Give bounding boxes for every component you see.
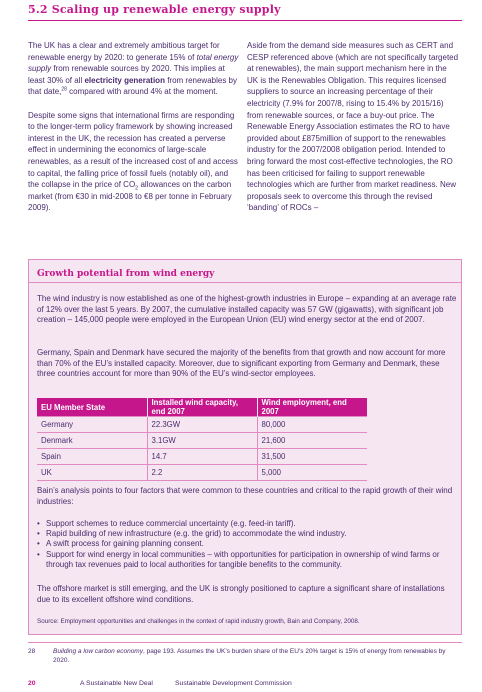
table-cell: 2.2 bbox=[147, 465, 257, 481]
list-item: • Rapid building of new infrastructure (e.g. the grid) to accommodate the wind industry. bbox=[37, 529, 457, 539]
table-row bbox=[37, 417, 367, 433]
table-cell: 21,600 bbox=[257, 433, 367, 449]
table-cell: Denmark bbox=[37, 433, 147, 449]
right-column bbox=[247, 40, 459, 214]
table-cell: 14.7 bbox=[147, 449, 257, 465]
table-cell: UK bbox=[37, 465, 147, 481]
factor-list bbox=[37, 519, 457, 570]
table-cell: 3.1GW bbox=[147, 433, 257, 449]
list-item: • A swift process for gaining planning consent. bbox=[37, 539, 457, 549]
table-cell: 31,500 bbox=[257, 449, 367, 465]
footnote-text: Building a low carbon economy, page 193. Assumes the UK’s burden share of the EU’s 20% target is 15% of energy from renewables by 2020. bbox=[53, 648, 446, 664]
table-row bbox=[37, 449, 367, 465]
box-paragraph-1: The wind industry is now established as one of the highest-growth industries in Europe – expanding at an average rate of 12% over the last 5 years. By 2007, the cumulative installed capacity was 57 GW (gigawatts), with significant job creation – 145,000 people were employed in the European Union (EU) wind energy sector at the end of 2007. bbox=[37, 294, 457, 324]
section-title: 5.2 Scaling up renewable energy supply bbox=[28, 3, 281, 16]
box-paragraph-3: Bain’s analysis points to four factors that were common to these countries and critical to the rapid growth of their wind industries: bbox=[37, 486, 453, 506]
table-cell: Spain bbox=[37, 449, 147, 465]
table-header-capacity: Installed wind capacity, end 2007 bbox=[147, 398, 257, 417]
footer-publication: A Sustainable New Deal bbox=[80, 680, 153, 687]
table-row bbox=[37, 433, 367, 449]
table-cell: 80,000 bbox=[257, 417, 367, 433]
list-item: • Support for wind energy in local communities – with opportunities for participation in ownership of wind farms or through tax revenues paid to local authorities for tangible benefits to the community. bbox=[37, 550, 457, 570]
table-cell: 22.3GW bbox=[147, 417, 257, 433]
left-paragraph-2: Despite some signs that international firms are responding to the longer-term policy framework by showing increased interest in the UK, the recession has created a perverse effect in undermining the economics of large-scale renewables, as a result of the increased cost of and access to capital, the falling price of fossil fuels (notably oil), and the collapse in the price of $CO_2$ allowances on the carbon market (from €30 in mid-2008 to €8 per tonne in February 2009). bbox=[28, 110, 238, 213]
box-source: Source: Employment opportunities and challenges in the context of rapid industry growth, Bain and Company, 2008. bbox=[37, 618, 360, 625]
wind-energy-box bbox=[28, 259, 462, 635]
box-divider bbox=[29, 282, 461, 283]
table-cell: 5,000 bbox=[257, 465, 367, 481]
wind-table bbox=[37, 398, 367, 481]
table-cell: Germany bbox=[37, 417, 147, 433]
page-number: 20 bbox=[28, 680, 36, 687]
footnote-number: 28 bbox=[28, 648, 36, 655]
table-header-state: EU Member State bbox=[37, 398, 147, 417]
table-header-employment: Wind employment, end 2007 bbox=[257, 398, 367, 417]
title-divider bbox=[28, 20, 462, 21]
box-title: Growth potential from wind energy bbox=[37, 269, 215, 279]
table-header-row bbox=[37, 398, 367, 417]
box-paragraph-4: The offshore market is still emerging, and the UK is strongly positioned to capture a significant share of installations due to its excellent offshore wind conditions. bbox=[37, 584, 445, 604]
footnote-divider bbox=[28, 642, 462, 643]
left-paragraph-1: The UK has a clear and extremely ambitious target for renewable energy by 2020: to generate 15% of total energy supply from renewable sources by 2020. This implies at least 30% of all electricity generation from renewables by that date,$^{28}$ compared with around 4% at the moment. bbox=[28, 41, 239, 97]
box-paragraph-2: Germany, Spain and Denmark have secured the majority of the benefits from that growth and now account for more than 70% of the EU’s installed capacity. Moreover, due to significant exporting from Germany and Denmark, these three countries account for more than 90% of the EU’s wind-sector employees. bbox=[37, 348, 446, 378]
left-column bbox=[28, 40, 240, 214]
footnote bbox=[28, 648, 462, 665]
table-row bbox=[37, 465, 367, 481]
footnote-ref-28[interactable]: 28 bbox=[61, 86, 67, 93]
right-paragraph-1: Aside from the demand side measures such as CERT and CESP referenced above (which are not specifically targeted at renewables), the main support mechanism here in the UK is the Renewables Obligation. This requires licensed suppliers to source an increasing percentage of their electricity (7.9% for 2007/8, rising to 15.4% by 2015/16) from renewable sources, or face a buy-out price. The Renewable Energy Association estimates the RO to have provided about £875million of support to the renewables industry for the 2007/2008 obligation period. Intended to bring forward the most cost-effective technologies, the RO has been criticised for failing to support renewable technologies which are further from market readiness. New proposals seek to overcome this through the revised ‘banding’ of ROCs – bbox=[247, 41, 459, 213]
list-item: • Support schemes to reduce commercial uncertainty (e.g. feed-in tariff). bbox=[37, 519, 457, 529]
footer-organisation: Sustainable Development Commission bbox=[175, 680, 292, 687]
